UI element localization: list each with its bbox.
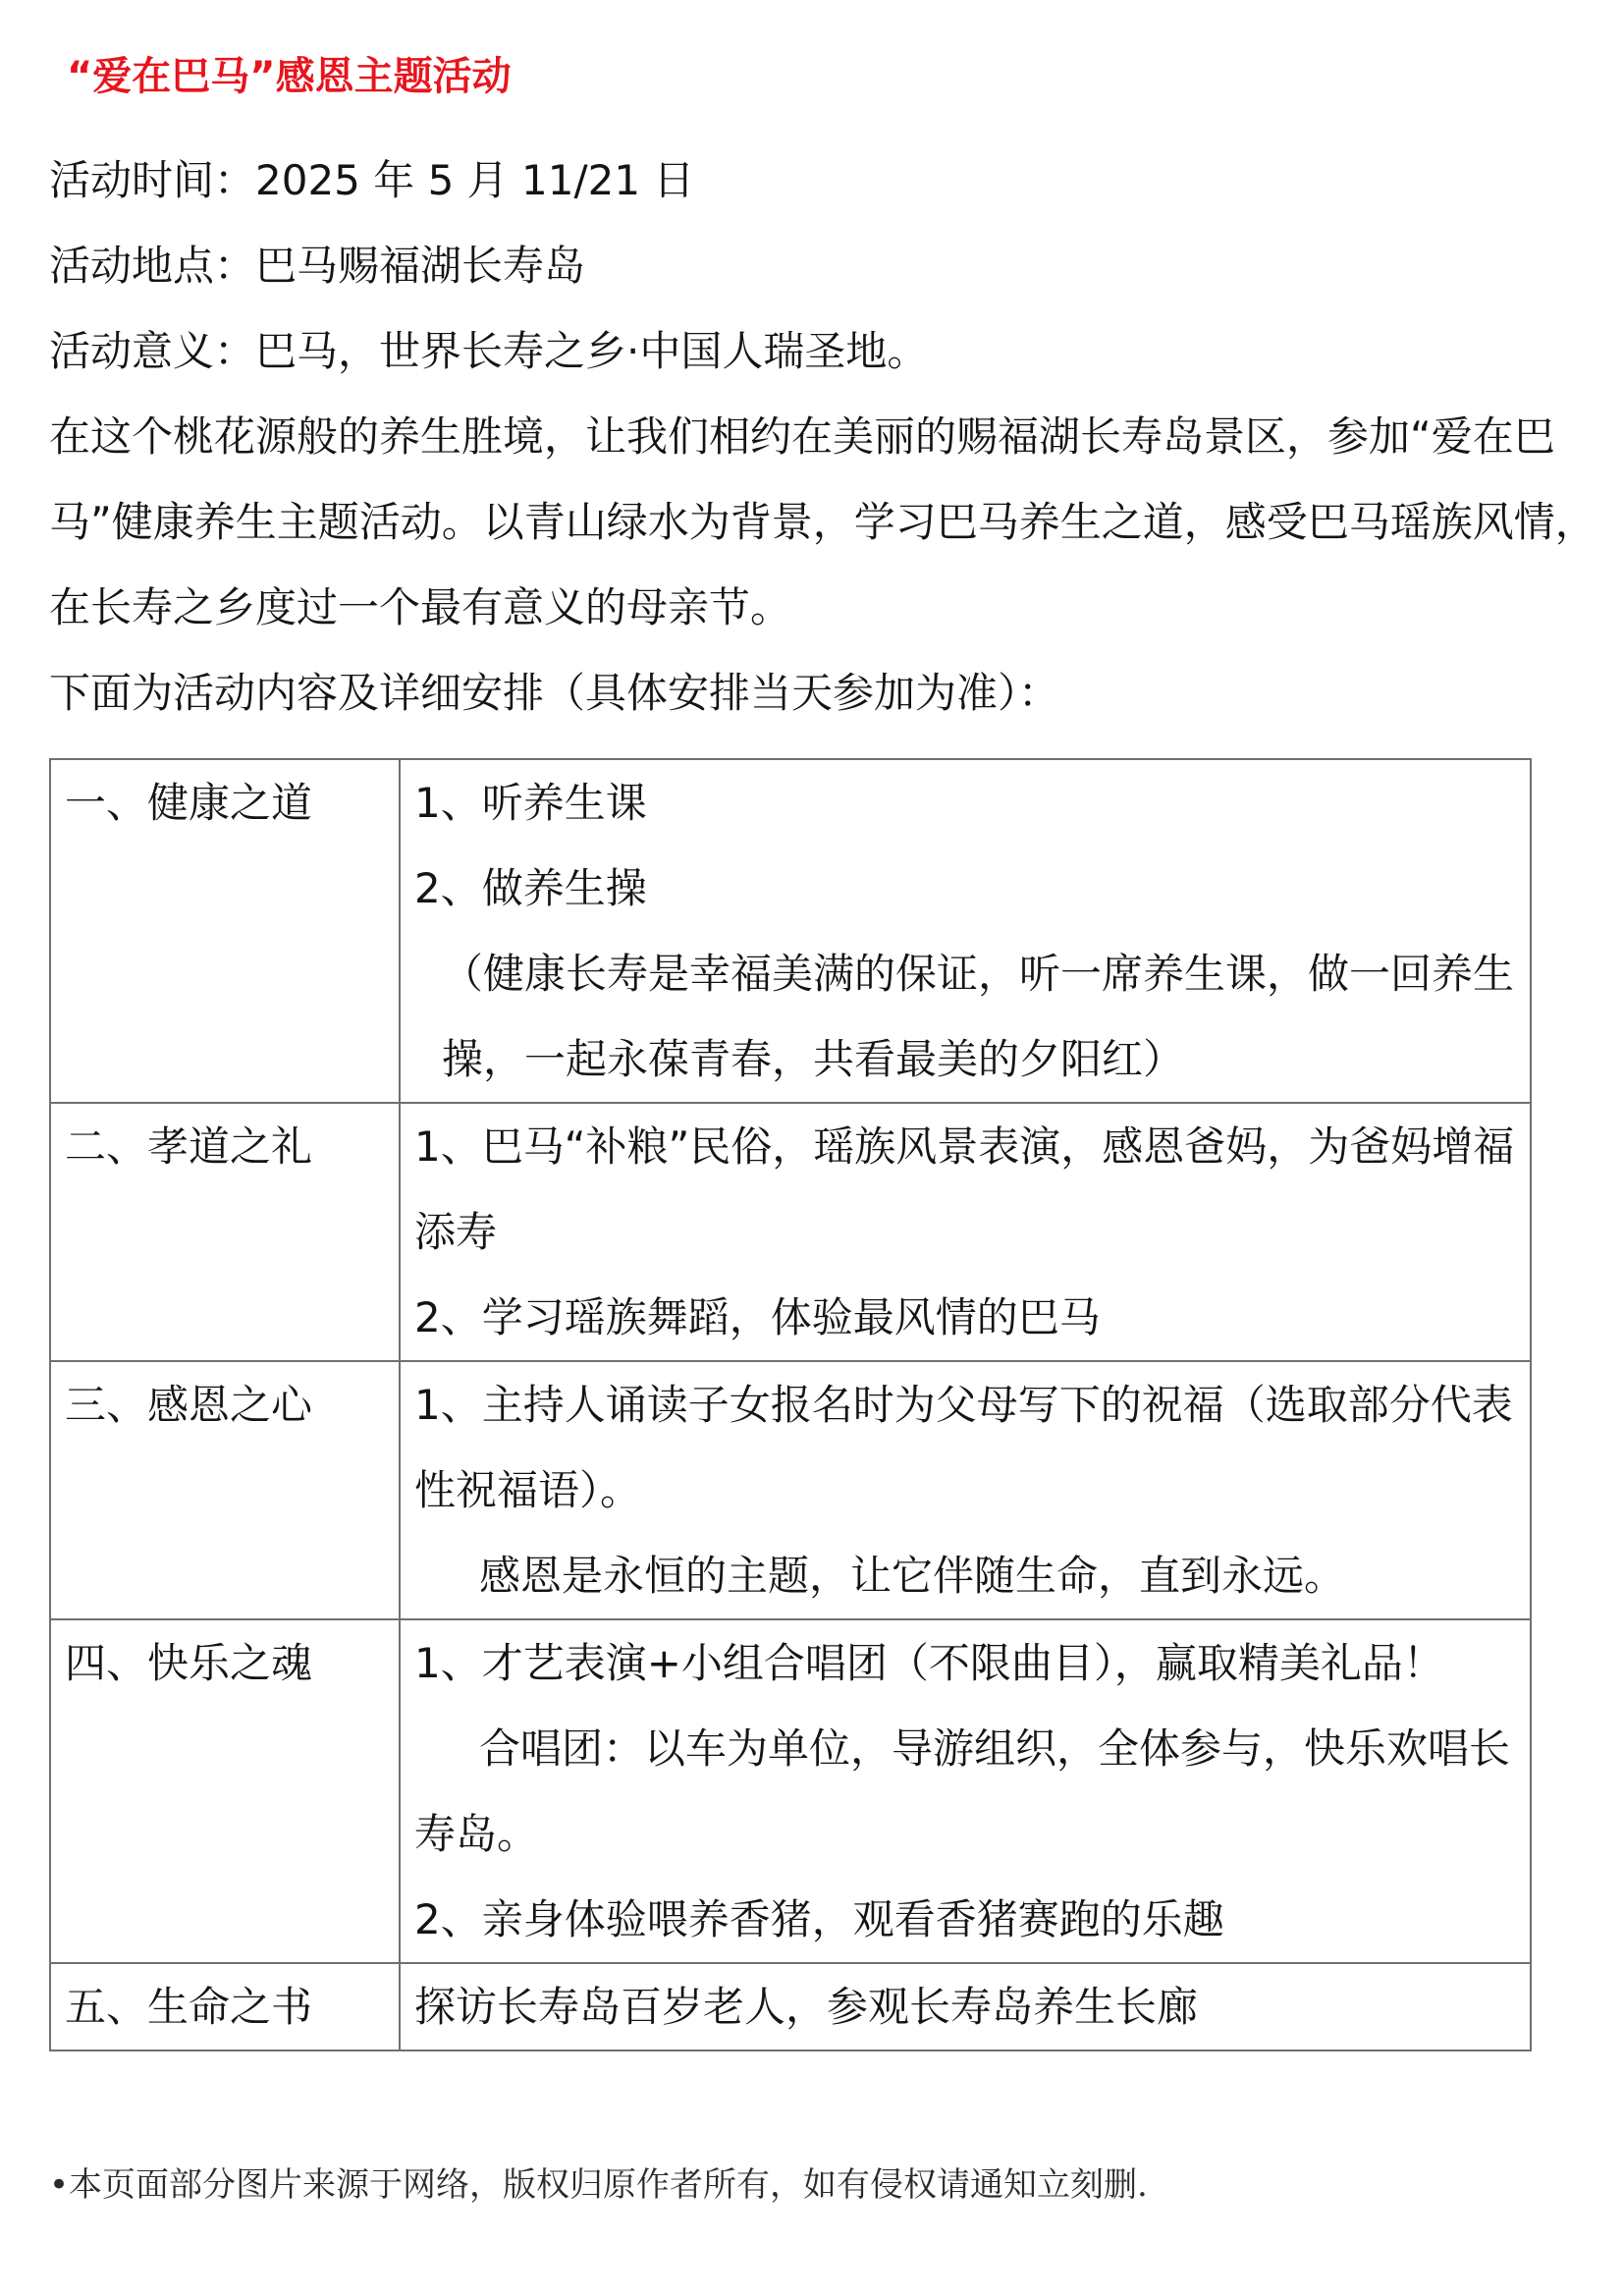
activity-time: 活动时间：2025 年 5 月 11/21 日: [49, 156, 695, 204]
list-item: 1、听养生课: [414, 779, 647, 827]
list-item: 1、巴马“补粮”民俗，瑶族风景表演，感恩爸妈，为爸妈增福添寿: [414, 1122, 1515, 1256]
list-item: 1、才艺表演+小组合唱团（不限曲目），赢取精美礼品！: [414, 1639, 1444, 1687]
section-name: 五、生命之书: [50, 1963, 400, 2050]
document-title: “爱在巴马”感恩主题活动: [67, 54, 512, 99]
schedule-table: [49, 758, 1532, 2051]
section-content: [400, 1361, 1531, 1619]
section-content: [400, 1963, 1531, 2050]
section-name: 二、孝道之礼: [50, 1103, 400, 1361]
section-name: 一、健康之道: [50, 759, 400, 1103]
table-row: [50, 1361, 1531, 1619]
section-note: （健康长寿是幸福美满的保证，听一席养生课，做一回养生操，一起永葆青春，共看最美的夕阳红）: [442, 950, 1515, 1083]
copyright-disclaimer: •本页面部分图片来源于网络，版权归原作者所有，如有侵权请通知立刻删.: [49, 2165, 1148, 2205]
activity-location: 活动地点：巴马赐福湖长寿岛: [49, 242, 586, 290]
section-content: [400, 1619, 1531, 1963]
list-item: 1、主持人诵读子女报名时为父母写下的祝福（选取部分代表性祝福语）。: [414, 1381, 1513, 1514]
list-item: 探访长寿岛百岁老人，参观长寿岛养生长廊: [414, 1983, 1199, 2031]
table-row: [50, 1103, 1531, 1361]
section-note: 合唱团：以车为单位，导游组织，全体参与，快乐欢唱长寿岛。: [414, 1724, 1511, 1858]
table-row: [50, 1963, 1531, 2050]
section-content: [400, 1103, 1531, 1361]
list-item: 2、学习瑶族舞蹈，体验最风情的巴马: [414, 1293, 1101, 1341]
section-note: 感恩是永恒的主题，让它伴随生命，直到永远。: [479, 1552, 1346, 1600]
list-item: 2、亲身体验喂养香猪，观看香猪赛跑的乐趣: [414, 1895, 1224, 1943]
activity-description: 在这个桃花源般的养生胜境，让我们相约在美丽的赐福湖长寿岛景区，参加“爱在巴马”健康养生主题活动。以青山绿水为背景，学习巴马养生之道，感受巴马瑶族风情，在长寿之乡度过一个最有意义的母亲节。: [49, 412, 1596, 631]
section-name: 四、快乐之魂: [50, 1619, 400, 1963]
section-content: [400, 759, 1531, 1103]
intro-section: [49, 137, 1600, 736]
activity-significance: 活动意义：巴马，世界长寿之乡·中国人瑞圣地。: [49, 327, 929, 375]
list-item: 2、做养生操: [414, 864, 647, 912]
section-name: 三、感恩之心: [50, 1361, 400, 1619]
table-row: [50, 759, 1531, 1103]
table-row: [50, 1619, 1531, 1963]
schedule-intro: 下面为活动内容及详细安排（具体安排当天参加为准）：: [49, 669, 1060, 717]
